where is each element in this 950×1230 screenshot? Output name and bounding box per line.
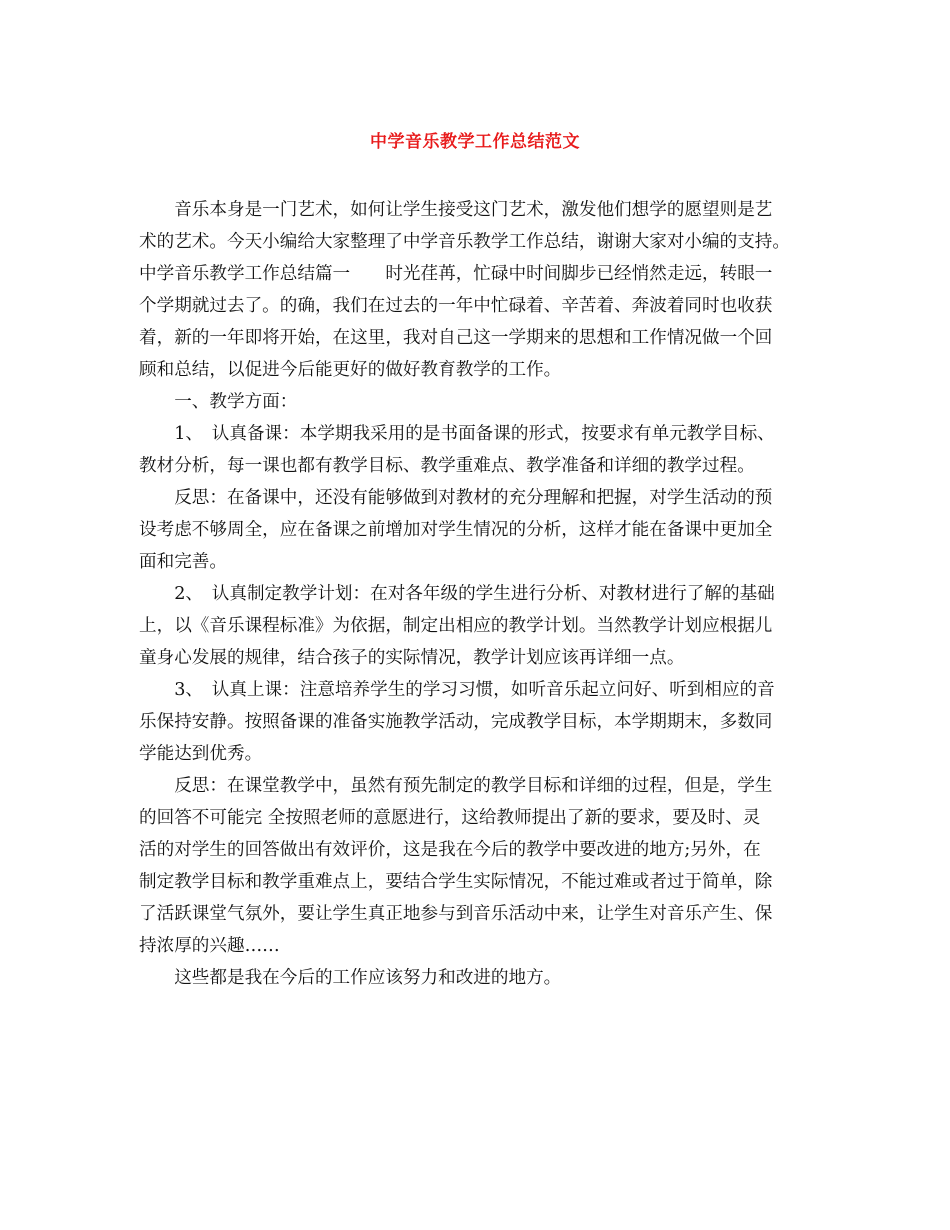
body-line: 反思：在课堂教学中，虽然有预先制定的教学目标和详细的过程，但是，学生 <box>139 776 773 796</box>
body-line: 1、 认真备课：本学期我采用的是书面备课的形式，按要求有单元教学目标、 <box>139 424 775 444</box>
body-line: 术的艺术。今天小编给大家整理了中学音乐教学工作总结，谢谢大家对小编的支持。 <box>139 232 790 252</box>
body-line: 童身心发展的规律，结合孩子的实际情况，教学计划应该再详细一点。 <box>139 648 685 668</box>
body-line: 反思：在备课中，还没有能够做到对教材的充分理解和把握，对学生活动的预 <box>139 488 773 508</box>
body-line: 个学期就过去了。的确，我们在过去的一年中忙碌着、辛苦着、奔波着同时也收获 <box>139 296 773 316</box>
body-line: 活的对学生的回答做出有效评价，这是我在今后的教学中要改进的地方;另外，在 <box>139 840 761 860</box>
body-line: 着，新的一年即将开始，在这里，我对自己这一学期来的思想和工作情况做一个回 <box>139 328 773 348</box>
body-line: 持浓厚的兴趣…… <box>139 936 280 956</box>
body-line: 顾和总结，以促进今后能更好的做好教育教学的工作。 <box>139 360 562 380</box>
body-line: 学能达到优秀。 <box>139 744 263 764</box>
document-body <box>139 194 811 994</box>
body-line: 3、 认真上课：注意培养学生的学习习惯，如听音乐起立问好、听到相应的音 <box>139 680 775 700</box>
body-line: 上，以《音乐课程标准》为依据，制定出相应的教学计划。当然教学计划应根据儿 <box>139 616 773 636</box>
document-title: 中学音乐教学工作总结范文 <box>370 132 580 152</box>
body-line: 音乐本身是一门艺术，如何让学生接受这门艺术，激发他们想学的愿望则是艺 <box>139 200 773 220</box>
body-line: 设考虑不够周全，应在备课之前增加对学生情况的分析，这样才能在备课中更加全 <box>139 520 773 540</box>
body-line: 乐保持安静。按照备课的准备实施教学活动，完成教学目标，本学期期末，多数同 <box>139 712 773 732</box>
body-line: 面和完善。 <box>139 552 227 572</box>
body-line: 了活跃课堂气氛外，要让学生真正地参与到音乐活动中来，让学生对音乐产生、保 <box>139 904 773 924</box>
body-line: 制定教学目标和教学重难点上，要结合学生实际情况，不能过难或者过于简单，除 <box>139 872 773 892</box>
section-heading: 一、教学方面： <box>139 392 298 412</box>
body-line: 这些都是我在今后的工作应该努力和改进的地方。 <box>139 968 562 988</box>
body-line: 的回答不可能完 全按照老师的意愿进行，这给教师提出了新的要求，要及时、灵 <box>139 808 761 828</box>
body-line: 2、 认真制定教学计划：在对各年级的学生进行分析、对教材进行了解的基础 <box>139 584 775 604</box>
body-line: 教材分析，每一课也都有教学目标、教学重难点、教学准备和详细的教学过程。 <box>139 456 755 476</box>
body-line: 中学音乐教学工作总结篇一 时光荏苒，忙碌中时间脚步已经悄然走远，转眼一 <box>139 264 773 284</box>
